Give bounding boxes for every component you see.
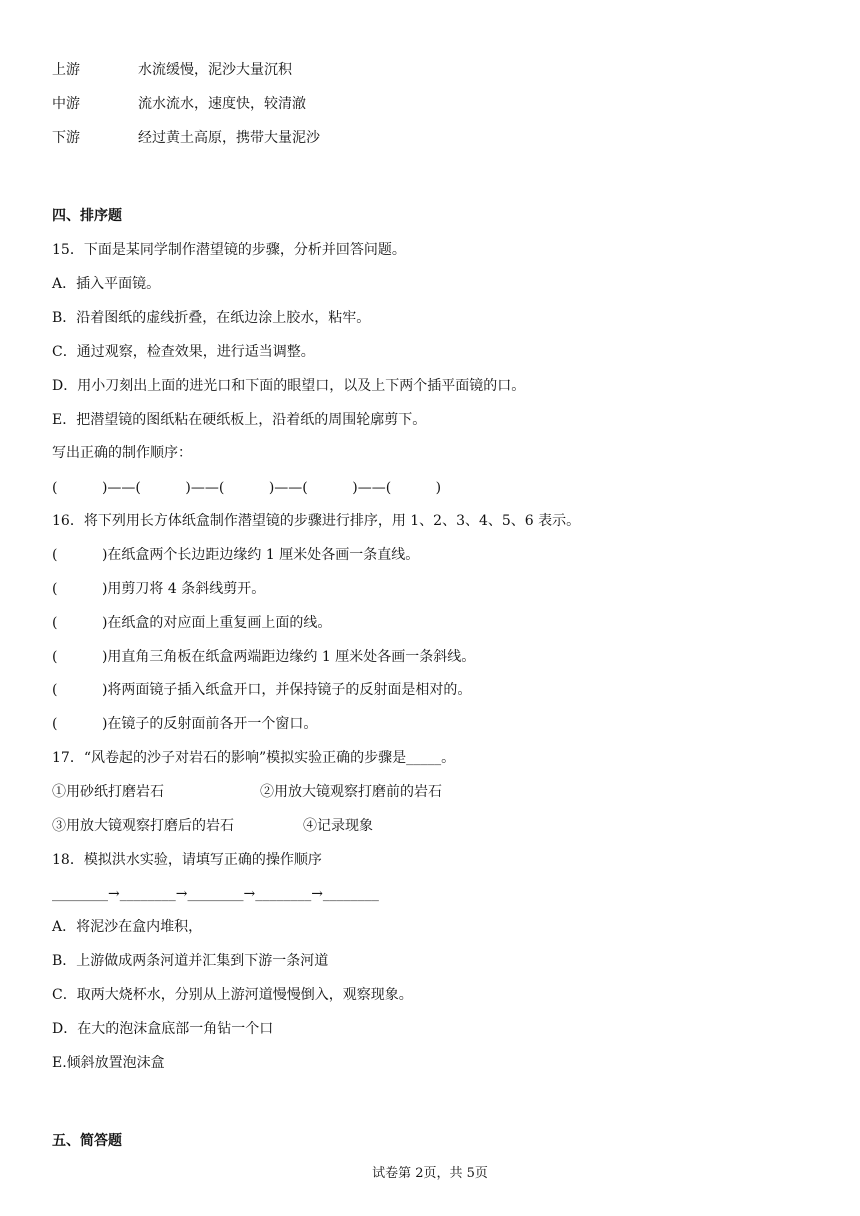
option-item: ③用放大镜观察打磨后的岩石	[52, 818, 234, 834]
option-item: D．用小刀刻出上面的进光口和下面的眼望口，以及上下两个插平面镜的口。	[52, 378, 526, 394]
question-stem: 17．“风卷起的沙子对岩石的影响”模拟实验正确的步骤是_____。	[52, 750, 456, 766]
option-item: A．将泥沙在盒内堆积，	[52, 919, 203, 935]
ordering-item: ( )在纸盒的对应面上重复画上面的线。	[52, 615, 332, 631]
ordering-item: ( )将两面镜子插入纸盒开口，并保持镜子的反射面是相对的。	[52, 682, 472, 698]
section-heading: 四、排序题	[52, 208, 122, 224]
match-label: 中游	[52, 96, 80, 112]
ordering-item: ( )用直角三角板在纸盒两端距边缘约 1 厘米处各画一条斜线。	[52, 649, 476, 665]
ordering-item: ( )用剪刀将 4 条斜线剪开。	[52, 581, 266, 597]
match-desc: 经过黄土高原，携带大量泥沙	[138, 130, 320, 146]
option-item: ①用砂纸打磨岩石	[52, 784, 164, 800]
option-row	[0, 817, 860, 835]
option-item: B．沿着图纸的虚线折叠，在纸边涂上胶水，粘牢。	[52, 310, 371, 326]
section-heading: 五、简答题	[52, 1133, 122, 1149]
match-row	[0, 95, 860, 113]
option-item: C．通过观察，检查效果，进行适当调整。	[52, 344, 315, 360]
option-item: C．取两大烧杯水，分别从上游河道慢慢倒入，观察现象。	[52, 987, 413, 1003]
option-item: A．插入平面镜。	[52, 276, 161, 292]
option-item: ④记录现象	[303, 818, 373, 834]
option-item: E．把潜望镜的图纸粘在硬纸板上，沿着纸的周围轮廓剪下。	[52, 412, 427, 428]
match-desc: 水流缓慢，泥沙大量沉积	[138, 62, 292, 78]
match-desc: 流水流水，速度快，较清澈	[138, 96, 306, 112]
page-footer: 试卷第 2页，共 5页	[372, 1166, 488, 1181]
option-item: B．上游做成两条河道并汇集到下游一条河道	[52, 953, 329, 969]
question-prompt: 写出正确的制作顺序：	[52, 445, 192, 461]
question-stem: 15．下面是某同学制作潜望镜的步骤，分析并回答问题。	[52, 242, 406, 258]
option-item: D．在大的泡沫盒底部一角钻一个口	[52, 1021, 274, 1037]
match-label: 上游	[52, 62, 80, 78]
answer-blanks: ________→________→________→________→________	[52, 886, 379, 902]
ordering-item: ( )在镜子的反射面前各开一个窗口。	[52, 716, 318, 732]
match-row	[0, 61, 860, 79]
ordering-item: ( )在纸盒两个长边距边缘约 1 厘米处各画一条直线。	[52, 547, 420, 563]
answer-blanks: ( )——( )——( )——( )——( )	[52, 480, 442, 496]
question-stem: 16．将下列用长方体纸盒制作潜望镜的步骤进行排序，用 1、2、3、4、5、6 表示。	[52, 513, 581, 529]
option-item: E.倾斜放置泡沫盒	[52, 1055, 165, 1071]
match-row	[0, 129, 860, 147]
option-item: ②用放大镜观察打磨前的岩石	[260, 784, 442, 800]
option-row	[0, 783, 860, 801]
match-label: 下游	[52, 130, 80, 146]
question-stem: 18．模拟洪水实验，请填写正确的操作顺序	[52, 852, 322, 868]
